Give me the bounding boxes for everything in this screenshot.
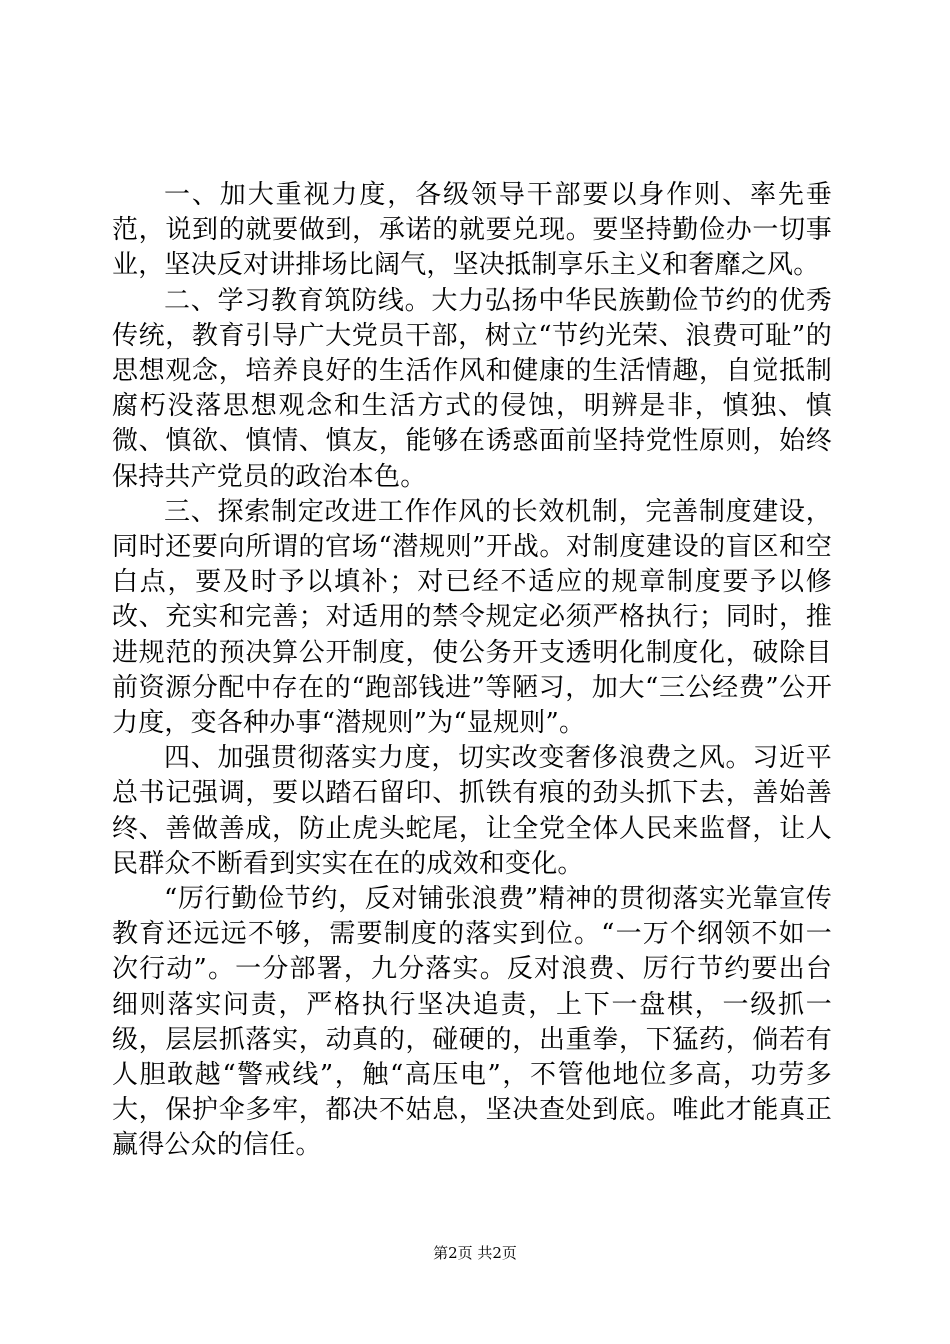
paragraph-3: 三、探索制定改进工作作风的长效机制，完善制度建设，同时还要向所谓的官场“潜规则”开战。对制度建设的盲区和空白点，要及时予以填补；对已经不适应的规章制度要予以修改、充实和完善；对适用的禁令规定必须严格执行；同时，推进规范的预决算公开制度，使公务开支透明化制度化，破除目前资源分配中存在的“跑部钱进”等陋习，加大“三公经费”公开力度，变各种办事“潜规则”为“显规则”。 bbox=[112, 496, 832, 739]
paragraph-4: 四、加强贯彻落实力度，切实改变奢侈浪费之风。习近平总书记强调，要以踏石留印、抓铁有痕的劲头抓下去，善始善终、善做善成，防止虎头蛇尾，让全党全体人民来监督，让人民群众不断看到实实在在的成效和变化。 bbox=[112, 743, 832, 879]
paragraph-1: 一、加大重视力度，各级领导干部要以身作则、率先垂范，说到的就要做到，承诺的就要兑现。要坚持勤俭办一切事业，坚决反对讲排场比阔气，坚决抵制享乐主义和奢靡之风。 bbox=[112, 180, 832, 281]
page-number-footer: 第2页 共2页 bbox=[433, 1244, 517, 1262]
document-body bbox=[112, 178, 832, 1164]
paragraph-2: 二、学习教育筑防线。大力弘扬中华民族勤俭节约的优秀传统，教育引导广大党员干部，树立“节约光荣、浪费可耻”的思想观念，培养良好的生活作风和健康的生活情趣，自觉抵制腐朽没落思想观念和生活方式的侵蚀，明辨是非，慎独、慎微、慎欲、慎情、慎友，能够在诱惑面前坚持党性原则，始终保持共产党员的政治本色。 bbox=[112, 285, 832, 492]
paragraph-5: “厉行勤俭节约，反对铺张浪费”精神的贯彻落实光靠宣传教育还远远不够，需要制度的落实到位。“一万个纲领不如一次行动”。一分部署，九分落实。反对浪费、厉行节约要出台细则落实问责，严格执行坚决追责，上下一盘棋，一级抓一级，层层抓落实，动真的，碰硬的，出重拳，下猛药，倘若有人胆敢越“警戒线”，触“高压电”，不管他地位多高，功劳多大，保护伞多牢，都决不姑息，坚决查处到底。唯此才能真正赢得公众的信任。 bbox=[112, 884, 832, 1161]
